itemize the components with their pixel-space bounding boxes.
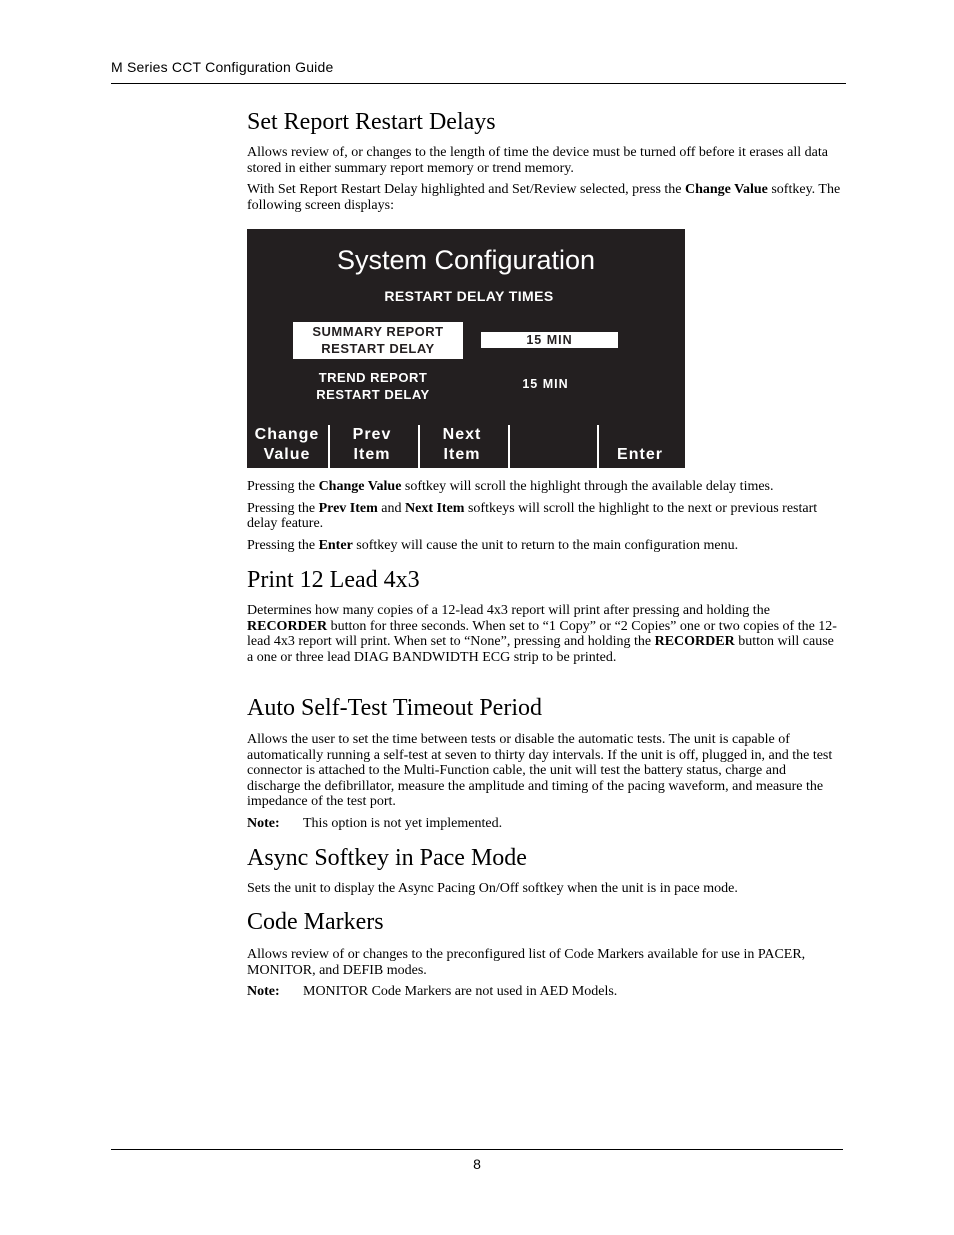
softkey-line: Item [443,446,481,463]
softkey-line: Prev [352,426,392,443]
note [247,816,842,832]
header-rule [111,83,846,84]
running-header: M Series CCT Configuration Guide [111,59,334,75]
paragraph: Allows the user to set the time between tests or disable the automatic tests. The unit is capable of automatically running a self-test at seven to thirty day intervals. If the unit is off, plugged in, and the test connector is attached to the Multi-Function cable, the unit will test the battery status, charge and discharge the defibrillator, measure the amplitude and timing of the pacing waveform, and measure the impedance of the test port. [247,732,833,809]
summary-report-restart-delay-value: 15 MIN [481,332,618,348]
text-run: softkey will cause the unit to return to the main configuration menu. [352,537,739,553]
note-label: Note: [247,815,280,831]
text-run: button will cause a one or three lead DIAG BANDWIDTH ECG strip to be printed. [247,634,834,665]
summary-report-restart-delay-label [293,322,463,359]
trend-report-restart-delay-value: 15 MIN [522,377,569,391]
paragraph [247,182,842,213]
screen-title: System Configuration [336,245,596,275]
softkey-divider [418,425,420,468]
section-heading: Print 12 Lead 4x3 [247,567,420,593]
section-heading: Set Report Restart Delays [247,109,496,135]
footer-rule [111,1149,843,1150]
text-run: Pressing the [247,479,319,494]
paragraph [247,479,842,495]
note-text: This option is not yet implemented. [303,815,503,831]
button-reference: RECORDER [247,618,328,634]
section-heading: Async Softkey in Pace Mode [247,845,527,871]
note-label: Note: [247,984,280,999]
text-run: softkey will scroll the highlight through the available delay times. [401,479,774,494]
text-run: softkey. The following screen displays: [247,182,841,213]
text-run: Pressing the [247,537,319,553]
label-line: TREND REPORT [318,370,428,385]
section-heading: Code Markers [247,909,384,935]
softkey-line: Change [254,426,320,443]
section-set-report-restart-delays [247,108,842,213]
softkey-divider [597,425,599,468]
paragraph [247,538,842,554]
button-reference: RECORDER [654,634,735,649]
next-item-softkey[interactable] [422,425,502,465]
section-auto-self-test [247,694,842,831]
paragraph: Sets the unit to display the Async Pacing On/Off softkey when the unit is in pace mode. [247,881,738,896]
softkey-divider [328,425,330,468]
text-run: Determines how many copies of a 12-lead 4x3 report will print after pressing and holding the [247,603,770,618]
section-async-softkey [247,844,842,897]
softkey-line: Value [263,446,311,463]
softkey-line [600,425,680,445]
softkey-line: Next [442,426,482,443]
note-text: MONITOR Code Markers are not used in AED Models. [303,984,618,999]
label-line: RESTART DELAY [321,341,435,356]
prev-item-softkey[interactable] [332,425,412,465]
softkey-divider [508,425,510,468]
page-number: 8 [473,1156,481,1172]
softkey-reference: Change Value [318,479,402,494]
softkey-reference: Next Item [405,500,465,516]
screen-subtitle: RESTART DELAY TIMES [384,288,554,304]
enter-softkey[interactable] [600,425,680,465]
paragraph [247,501,842,532]
trend-report-restart-delay-label [288,369,458,403]
paragraph: Allows review of or changes to the preconfigured list of Code Markers available for use in PACER, MONITOR, and DEFIB modes. [247,947,806,978]
paragraph: Allows review of, or changes to the length of time the device must be turned off before it erases all data stored in either summary report memory or trend memory. [247,145,828,176]
softkey-line: Item [353,446,391,463]
paragraph [247,603,842,665]
change-value-softkey[interactable] [247,425,327,465]
text-run: With Set Report Restart Delay highlighted and Set/Review selected, press the [247,182,685,197]
text-run: softkeys will scroll the highlight to the next or previous restart delay feature. [247,500,818,531]
device-screen-figure [247,229,685,468]
label-line: RESTART DELAY [316,387,430,402]
text-run: button for three seconds. When set to “1 Copy” or “2 Copies” one or two copies of the 12-lead 4x3 report will print. When set to “None”, pressing and holding the [247,618,837,649]
section-code-markers [247,908,842,1000]
softkey-reference: Enter [318,537,353,553]
text-run: and [377,500,405,516]
section-heading: Auto Self-Test Timeout Period [247,695,542,721]
label-line: SUMMARY REPORT [312,324,444,339]
softkey-reference: Change Value [685,182,768,197]
softkey-reference: Prev Item [318,500,378,516]
softkey-bar [247,425,685,468]
softkey-line: Enter [617,446,663,463]
note [247,984,842,1000]
softkey-explanations [247,479,842,553]
text-run: Pressing the [247,500,319,516]
section-print-12-lead [247,566,842,665]
